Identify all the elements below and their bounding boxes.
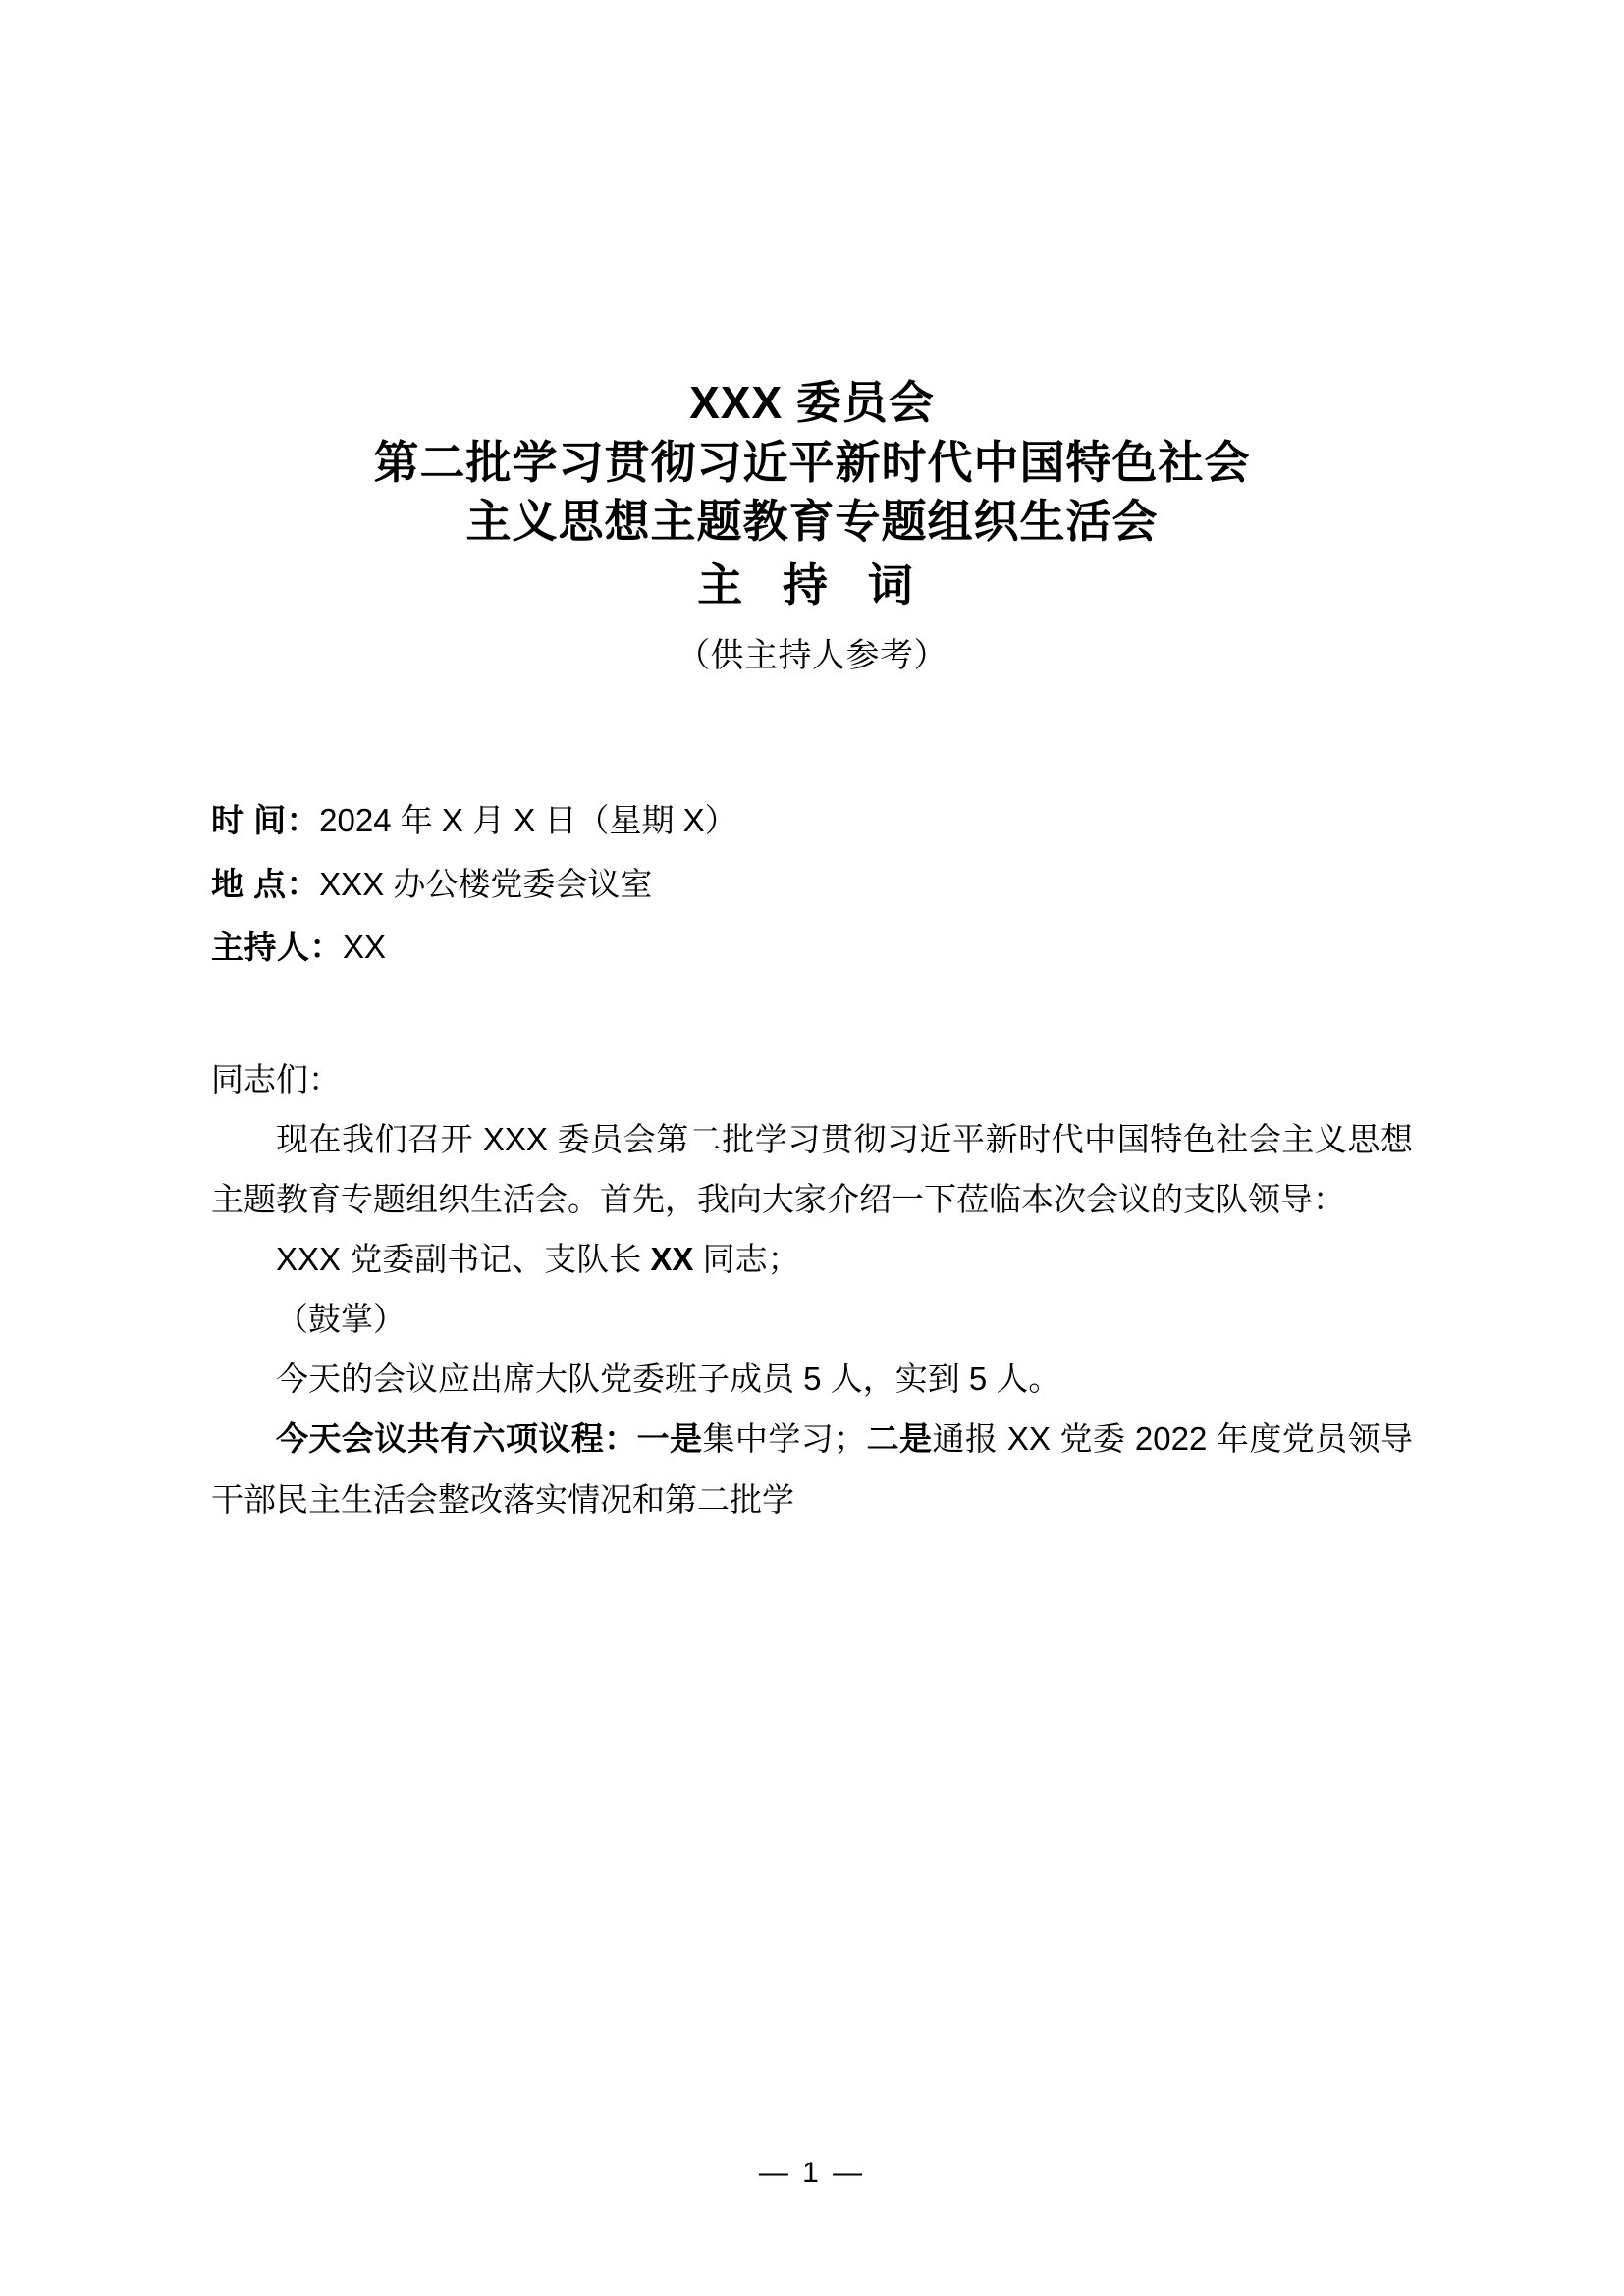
paragraph bbox=[211, 1289, 1413, 1349]
paragraph bbox=[211, 1409, 1413, 1528]
paragraph-run: XXX 党委副书记、支队长 bbox=[276, 1241, 651, 1278]
document-subtitle: （供主持人参考） bbox=[677, 637, 947, 675]
meta-value-host: XX bbox=[343, 928, 387, 965]
meta-row-place bbox=[211, 853, 1413, 916]
meta-row-host bbox=[211, 916, 1413, 979]
paragraph-run: 通报 XX 党委 2022 年度党员领导干部民主生活会整改落实情况和第二批学 bbox=[211, 1420, 1414, 1518]
paragraph bbox=[211, 1109, 1413, 1229]
meta-value-time: 2024 年 X 月 X 日（星期 X） bbox=[319, 802, 737, 839]
title-main: 主 持 词 bbox=[697, 560, 927, 612]
meta-row-time bbox=[211, 789, 1413, 852]
paragraph bbox=[211, 1349, 1413, 1409]
meta-value-place: XXX 办公楼党委会议室 bbox=[319, 865, 653, 902]
title-line-2: 第二批学习贯彻习近平新时代中国特色社会 bbox=[373, 436, 1251, 488]
paragraph-list bbox=[211, 1109, 1413, 1528]
meta-label-time: 时 间： bbox=[211, 802, 320, 839]
paragraph-run-bold: XX bbox=[650, 1241, 694, 1278]
meta-label-host: 主持人： bbox=[211, 928, 343, 965]
title-line-3: 主义思想主题教育专题组织生活会 bbox=[465, 496, 1159, 548]
page-number: — 1 — bbox=[758, 2157, 866, 2189]
paragraph-run: （鼓掌） bbox=[276, 1301, 406, 1338]
title-line-1: XXX 委员会 bbox=[689, 377, 935, 428]
paragraph-run: 集中学习； bbox=[702, 1420, 867, 1458]
document-body bbox=[211, 1049, 1413, 1528]
salutation: 同志们： bbox=[211, 1061, 341, 1098]
document-meta-block bbox=[211, 789, 1413, 979]
meta-label-place: 地 点： bbox=[211, 865, 320, 902]
paragraph-run: 同志； bbox=[693, 1241, 800, 1278]
paragraph-run-bold: 今天会议共有六项议程：一是 bbox=[276, 1420, 703, 1458]
paragraph-run-bold: 二是 bbox=[866, 1420, 933, 1458]
paragraph bbox=[211, 1229, 1413, 1289]
document-title-block bbox=[211, 373, 1413, 681]
paragraph-run: 今天的会议应出席大队党委班子成员 5 人，实到 5 人。 bbox=[276, 1361, 1061, 1398]
paragraph-run: 现在我们召开 XXX 委员会第二批学习贯彻习近平新时代中国特色社会主义思想主题教育专题组织生活会。首先，我向大家介绍一下莅临本次会议的支队领导： bbox=[211, 1121, 1413, 1218]
